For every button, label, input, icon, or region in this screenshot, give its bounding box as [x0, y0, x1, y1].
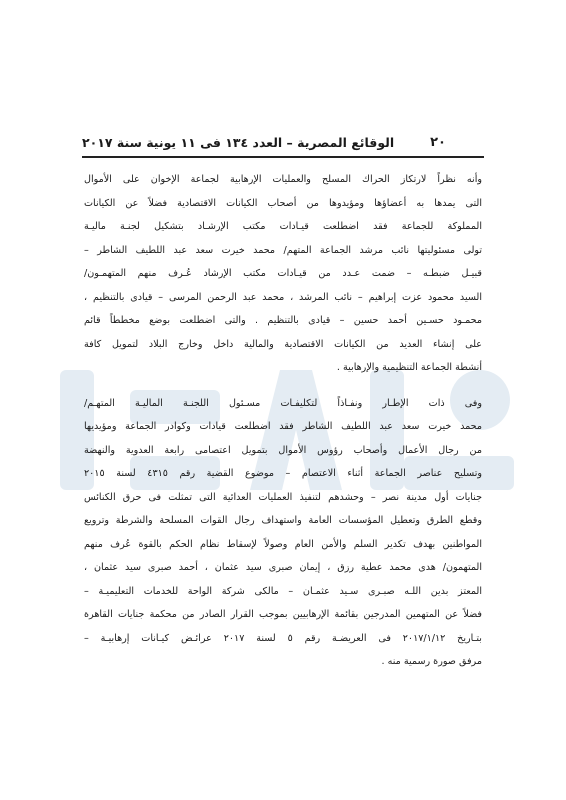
document-body [84, 168, 482, 674]
text-line: المعتز بدين اللـه صبـرى سـيد عثمـان – مالكى شركة الواحة للخدمات التعليميـة – [84, 585, 482, 597]
paragraph-financial-committee [84, 392, 482, 674]
text-line: من رجال الأعمال وأصحاب رؤوس الأموال بتمويل اعتصامى رابعة العدوية والنهضة [84, 444, 482, 456]
text-line: محمـود حسـين أحمد حسين – قيادى بالتنظيم . والتى اضطلعت بوضع مخططاً قائم [84, 315, 482, 326]
text-line: السيد محمود عزت إبراهيم – نائب المرشد ، محمد عبد الرحمن المرسى – قيادى بالتنظيم ، [84, 291, 482, 303]
text-line: وتسليح عناصر الجماعة أثناء الاعتصام – موضوع القضية رقم ٤٣١٥ لسنة ٢٠١٥ [84, 468, 482, 479]
text-line: وفى ذات الإطـار ونفـاذاً لتكليفـات مسـئول اللجنـة الماليـة المتهـم/ [84, 397, 482, 409]
text-line: جنايات أول مدينة نصر – وحشدهم لتنفيذ العمليات العدائية التى تمثلت فى حرق الكنائس [84, 491, 482, 503]
text-line: محمد خيرت سعد عبد اللطيف الشاطر فقد اضطلعت قيادات وكوادر الجماعة ومؤيديها [84, 421, 482, 432]
text-line: مرفق صورة رسمية منه . [381, 656, 482, 667]
header-divider [82, 156, 484, 158]
text-line: قبيـل ضبطـه – ضمت عـدد من قيـادات مكتب الإرشاد عُـرف منهم المتهمـون/ [84, 268, 482, 279]
text-line: المتهمون/ هدى محمد عطية رزق ، إيمان صبرى سيد عثمان ، أحمد صبرى سيد عثمان ، [84, 562, 482, 573]
text-line: المواطنين بهدف تكدير السلم والأمن العام وصولاً لإسقاط نظام الحكم بالقوة عُرف منهم [84, 538, 482, 550]
text-line: على إنشاء العديد من الكيانات الاقتصادية والمالية داخل وخارج البلاد لتمويل كافة [84, 338, 482, 350]
text-line: التى يمدها به أعضاؤها ومؤيدوها من أصحاب الكيانات الاقتصادية فضلاً عن الكيانات [84, 197, 482, 209]
text-line: بتـاريخ ٢٠١٧/١/١٢ فى العريضـة رقم ٥ لسنة ٢٠١٧ عرائـض كيـانات إرهابيـة – [84, 632, 482, 644]
page-number: ٢٠ [430, 134, 446, 150]
text-line: فضلاً عن المتهمين المدرجين بقائمة الإرهابيين بموجب القرار الصادر من محكمة جنايات القاهرة [84, 609, 482, 620]
text-line: تولى مسئوليتها نائب مرشد الجماعة المتهم/ محمد خيرت سعد عبد اللطيف الشاطر – [84, 244, 482, 256]
paragraph-funding [84, 168, 482, 380]
text-line: وأنه نظراً لارتكاز الحراك المسلح والعمليات الإرهابية لجماعة الإخوان على الأموال [84, 174, 482, 185]
text-line: وقطع الطرق وتعطيل المؤسسات العامة واستهداف رجال القوات المسلحة والشرطة وترويع [84, 515, 482, 526]
gazette-header-title: الوقائع المصرية – العدد ١٣٤ فى ١١ يونية سنة ٢٠١٧ [82, 134, 395, 150]
page-header [82, 132, 446, 152]
text-line: أنشطة الجماعة التنظيمية والإرهابية . [336, 362, 482, 373]
text-line: المملوكة للجماعة فقد اضطلعت قيـادات مكتب الإرشـاد بتشكيل لجنـة ماليـة [84, 221, 482, 232]
